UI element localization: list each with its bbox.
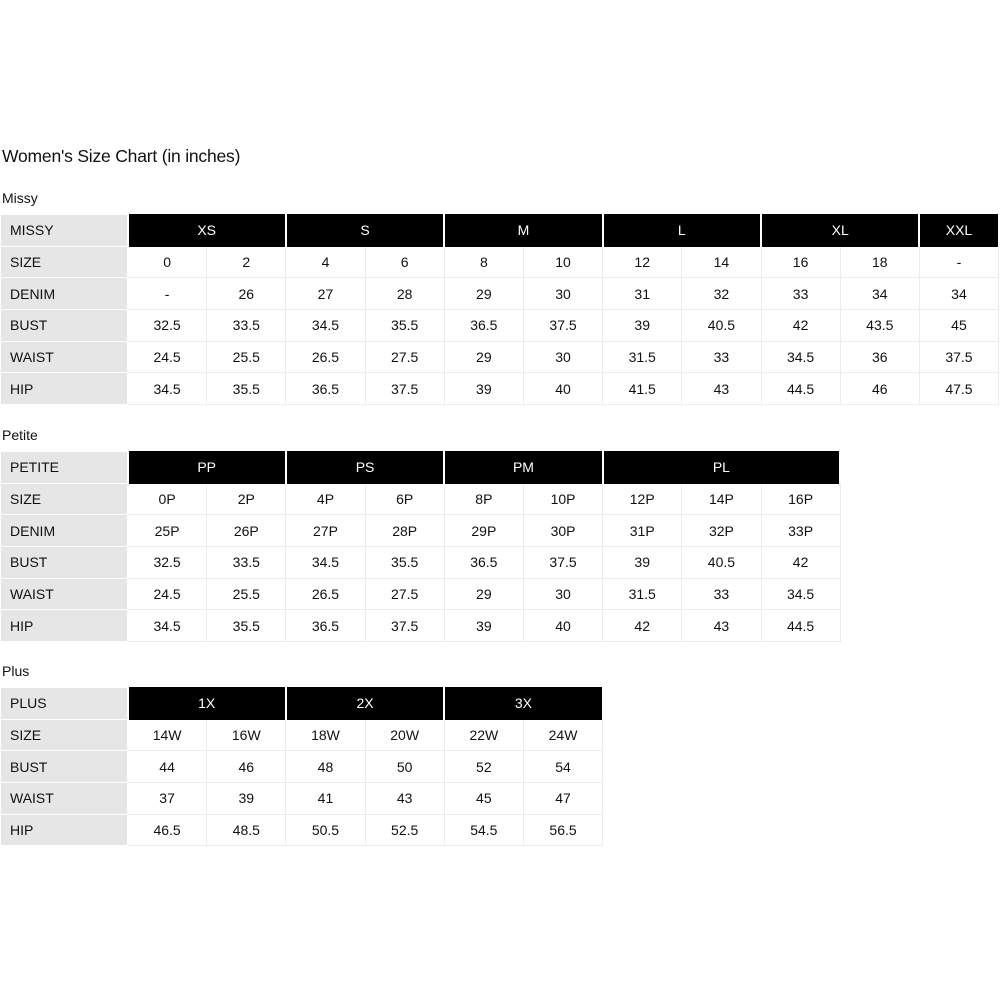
table-row xyxy=(1,246,999,278)
table-row xyxy=(1,373,999,405)
table-cell: 26 xyxy=(207,278,286,310)
table-cell: 37 xyxy=(128,783,207,815)
row-label: WAIST xyxy=(1,578,128,610)
table-cell: 16 xyxy=(761,246,840,278)
table-cell: 44.5 xyxy=(761,610,840,642)
size-group-header: PP xyxy=(128,452,286,484)
missy-section-label: Missy xyxy=(2,190,38,206)
table-cell: 33 xyxy=(682,578,761,610)
table-cell: 29 xyxy=(444,278,523,310)
table-cell: 36.5 xyxy=(444,547,523,579)
table-cell: 31P xyxy=(603,515,682,547)
size-group-header: XXL xyxy=(919,215,998,247)
table-cell: 35.5 xyxy=(365,547,444,579)
table-cell: 50 xyxy=(365,751,444,783)
table-cell: 37.5 xyxy=(365,610,444,642)
table-cell: 0 xyxy=(128,246,207,278)
row-label: WAIST xyxy=(1,783,128,815)
size-group-header: S xyxy=(286,215,444,247)
table-cell: 20W xyxy=(365,719,444,751)
table-cell: 50.5 xyxy=(286,814,365,846)
table-cell: 47 xyxy=(523,783,602,815)
table-cell: 4P xyxy=(286,483,365,515)
table-cell: 6P xyxy=(365,483,444,515)
table-cell: 34.5 xyxy=(286,547,365,579)
table-row xyxy=(1,751,603,783)
table-row xyxy=(1,578,841,610)
size-group-header: PL xyxy=(603,452,841,484)
table-cell: 30 xyxy=(523,578,602,610)
table-cell: 16P xyxy=(761,483,840,515)
table-cell: 12 xyxy=(603,246,682,278)
table-cell: 25P xyxy=(128,515,207,547)
table-cell: 46 xyxy=(207,751,286,783)
table-cell: 32.5 xyxy=(128,547,207,579)
size-group-header: PM xyxy=(444,452,602,484)
table-cell: 29 xyxy=(444,578,523,610)
table-cell: 27 xyxy=(286,278,365,310)
table-cell: 31.5 xyxy=(603,341,682,373)
table-cell: 10 xyxy=(523,246,602,278)
table-cell: - xyxy=(919,246,998,278)
table-row xyxy=(1,483,841,515)
table-cell: 54 xyxy=(523,751,602,783)
table-cell: 45 xyxy=(444,783,523,815)
table-cell: 35.5 xyxy=(207,610,286,642)
missy-header-row xyxy=(1,215,999,247)
table-cell: 37.5 xyxy=(919,341,998,373)
page-title: Women's Size Chart (in inches) xyxy=(2,146,241,166)
table-cell: 52 xyxy=(444,751,523,783)
size-group-header: 1X xyxy=(128,688,286,720)
table-cell: 34.5 xyxy=(128,373,207,405)
table-cell: 39 xyxy=(444,610,523,642)
table-cell: 31 xyxy=(603,278,682,310)
row-label: PLUS xyxy=(1,688,128,720)
table-cell: 14P xyxy=(682,483,761,515)
table-cell: 2 xyxy=(207,246,286,278)
table-cell: 30 xyxy=(523,341,602,373)
table-cell: 46 xyxy=(840,373,919,405)
row-label: MISSY xyxy=(1,215,128,247)
table-cell: 34.5 xyxy=(286,310,365,342)
table-cell: 26.5 xyxy=(286,341,365,373)
petite-section-label: Petite xyxy=(2,427,38,443)
table-cell: 26P xyxy=(207,515,286,547)
table-cell: 41.5 xyxy=(603,373,682,405)
row-label: DENIM xyxy=(1,515,128,547)
table-cell: - xyxy=(128,278,207,310)
table-cell: 46.5 xyxy=(128,814,207,846)
table-cell: 48 xyxy=(286,751,365,783)
table-cell: 42 xyxy=(761,310,840,342)
table-cell: 8 xyxy=(444,246,523,278)
size-group-header: PS xyxy=(286,452,444,484)
table-cell: 2P xyxy=(207,483,286,515)
table-cell: 10P xyxy=(523,483,602,515)
table-row xyxy=(1,719,603,751)
table-cell: 32 xyxy=(682,278,761,310)
table-cell: 40.5 xyxy=(682,547,761,579)
table-cell: 39 xyxy=(603,547,682,579)
table-cell: 34.5 xyxy=(761,578,840,610)
petite-size-table xyxy=(0,451,841,642)
table-cell: 18 xyxy=(840,246,919,278)
table-cell: 26.5 xyxy=(286,578,365,610)
table-cell: 27P xyxy=(286,515,365,547)
table-cell: 42 xyxy=(603,610,682,642)
table-cell: 32P xyxy=(682,515,761,547)
table-row xyxy=(1,610,841,642)
table-cell: 30P xyxy=(523,515,602,547)
table-cell: 0P xyxy=(128,483,207,515)
table-cell: 37.5 xyxy=(523,547,602,579)
table-cell: 36 xyxy=(840,341,919,373)
table-cell: 33.5 xyxy=(207,547,286,579)
table-cell: 32.5 xyxy=(128,310,207,342)
table-cell: 29 xyxy=(444,341,523,373)
table-cell: 37.5 xyxy=(523,310,602,342)
table-cell: 52.5 xyxy=(365,814,444,846)
plus-header-row xyxy=(1,688,603,720)
table-cell: 43 xyxy=(365,783,444,815)
table-cell: 22W xyxy=(444,719,523,751)
table-cell: 14 xyxy=(682,246,761,278)
table-cell: 33 xyxy=(761,278,840,310)
table-cell: 54.5 xyxy=(444,814,523,846)
table-cell: 8P xyxy=(444,483,523,515)
table-cell: 24.5 xyxy=(128,341,207,373)
table-cell: 37.5 xyxy=(365,373,444,405)
table-cell: 39 xyxy=(444,373,523,405)
table-cell: 33P xyxy=(761,515,840,547)
table-cell: 24W xyxy=(523,719,602,751)
table-row xyxy=(1,341,999,373)
table-cell: 34.5 xyxy=(761,341,840,373)
table-cell: 33.5 xyxy=(207,310,286,342)
table-cell: 40.5 xyxy=(682,310,761,342)
size-group-header: 3X xyxy=(444,688,602,720)
table-cell: 44.5 xyxy=(761,373,840,405)
table-cell: 12P xyxy=(603,483,682,515)
table-cell: 18W xyxy=(286,719,365,751)
table-cell: 34.5 xyxy=(128,610,207,642)
table-row xyxy=(1,310,999,342)
table-cell: 29P xyxy=(444,515,523,547)
row-label: HIP xyxy=(1,610,128,642)
table-cell: 43 xyxy=(682,610,761,642)
row-label: SIZE xyxy=(1,483,128,515)
row-label: SIZE xyxy=(1,719,128,751)
table-cell: 41 xyxy=(286,783,365,815)
table-cell: 24.5 xyxy=(128,578,207,610)
table-row xyxy=(1,547,841,579)
size-group-header: XS xyxy=(128,215,286,247)
table-row xyxy=(1,278,999,310)
table-cell: 42 xyxy=(761,547,840,579)
table-cell: 36.5 xyxy=(286,373,365,405)
table-cell: 6 xyxy=(365,246,444,278)
row-label: BUST xyxy=(1,547,128,579)
table-cell: 48.5 xyxy=(207,814,286,846)
row-label: BUST xyxy=(1,310,128,342)
size-group-header: M xyxy=(444,215,602,247)
table-cell: 35.5 xyxy=(365,310,444,342)
table-row xyxy=(1,814,603,846)
table-cell: 40 xyxy=(523,373,602,405)
table-cell: 31.5 xyxy=(603,578,682,610)
table-cell: 34 xyxy=(919,278,998,310)
row-label: BUST xyxy=(1,751,128,783)
table-cell: 47.5 xyxy=(919,373,998,405)
row-label: HIP xyxy=(1,373,128,405)
table-cell: 27.5 xyxy=(365,578,444,610)
table-cell: 27.5 xyxy=(365,341,444,373)
plus-size-table xyxy=(0,687,604,846)
table-cell: 14W xyxy=(128,719,207,751)
table-cell: 28P xyxy=(365,515,444,547)
table-cell: 30 xyxy=(523,278,602,310)
table-cell: 36.5 xyxy=(444,310,523,342)
size-group-header: 2X xyxy=(286,688,444,720)
table-cell: 39 xyxy=(603,310,682,342)
table-cell: 44 xyxy=(128,751,207,783)
table-row xyxy=(1,783,603,815)
table-cell: 35.5 xyxy=(207,373,286,405)
table-cell: 25.5 xyxy=(207,578,286,610)
table-cell: 34 xyxy=(840,278,919,310)
row-label: DENIM xyxy=(1,278,128,310)
table-cell: 4 xyxy=(286,246,365,278)
table-cell: 56.5 xyxy=(523,814,602,846)
table-cell: 33 xyxy=(682,341,761,373)
size-group-header: XL xyxy=(761,215,919,247)
row-label: WAIST xyxy=(1,341,128,373)
table-row xyxy=(1,515,841,547)
table-cell: 45 xyxy=(919,310,998,342)
row-label: HIP xyxy=(1,814,128,846)
missy-size-table xyxy=(0,214,1000,405)
plus-section-label: Plus xyxy=(2,663,30,679)
table-cell: 25.5 xyxy=(207,341,286,373)
table-cell: 40 xyxy=(523,610,602,642)
table-cell: 43 xyxy=(682,373,761,405)
row-label: PETITE xyxy=(1,452,128,484)
row-label: SIZE xyxy=(1,246,128,278)
table-cell: 16W xyxy=(207,719,286,751)
table-cell: 28 xyxy=(365,278,444,310)
size-group-header: L xyxy=(603,215,761,247)
table-cell: 36.5 xyxy=(286,610,365,642)
table-cell: 39 xyxy=(207,783,286,815)
table-cell: 43.5 xyxy=(840,310,919,342)
petite-header-row xyxy=(1,452,841,484)
